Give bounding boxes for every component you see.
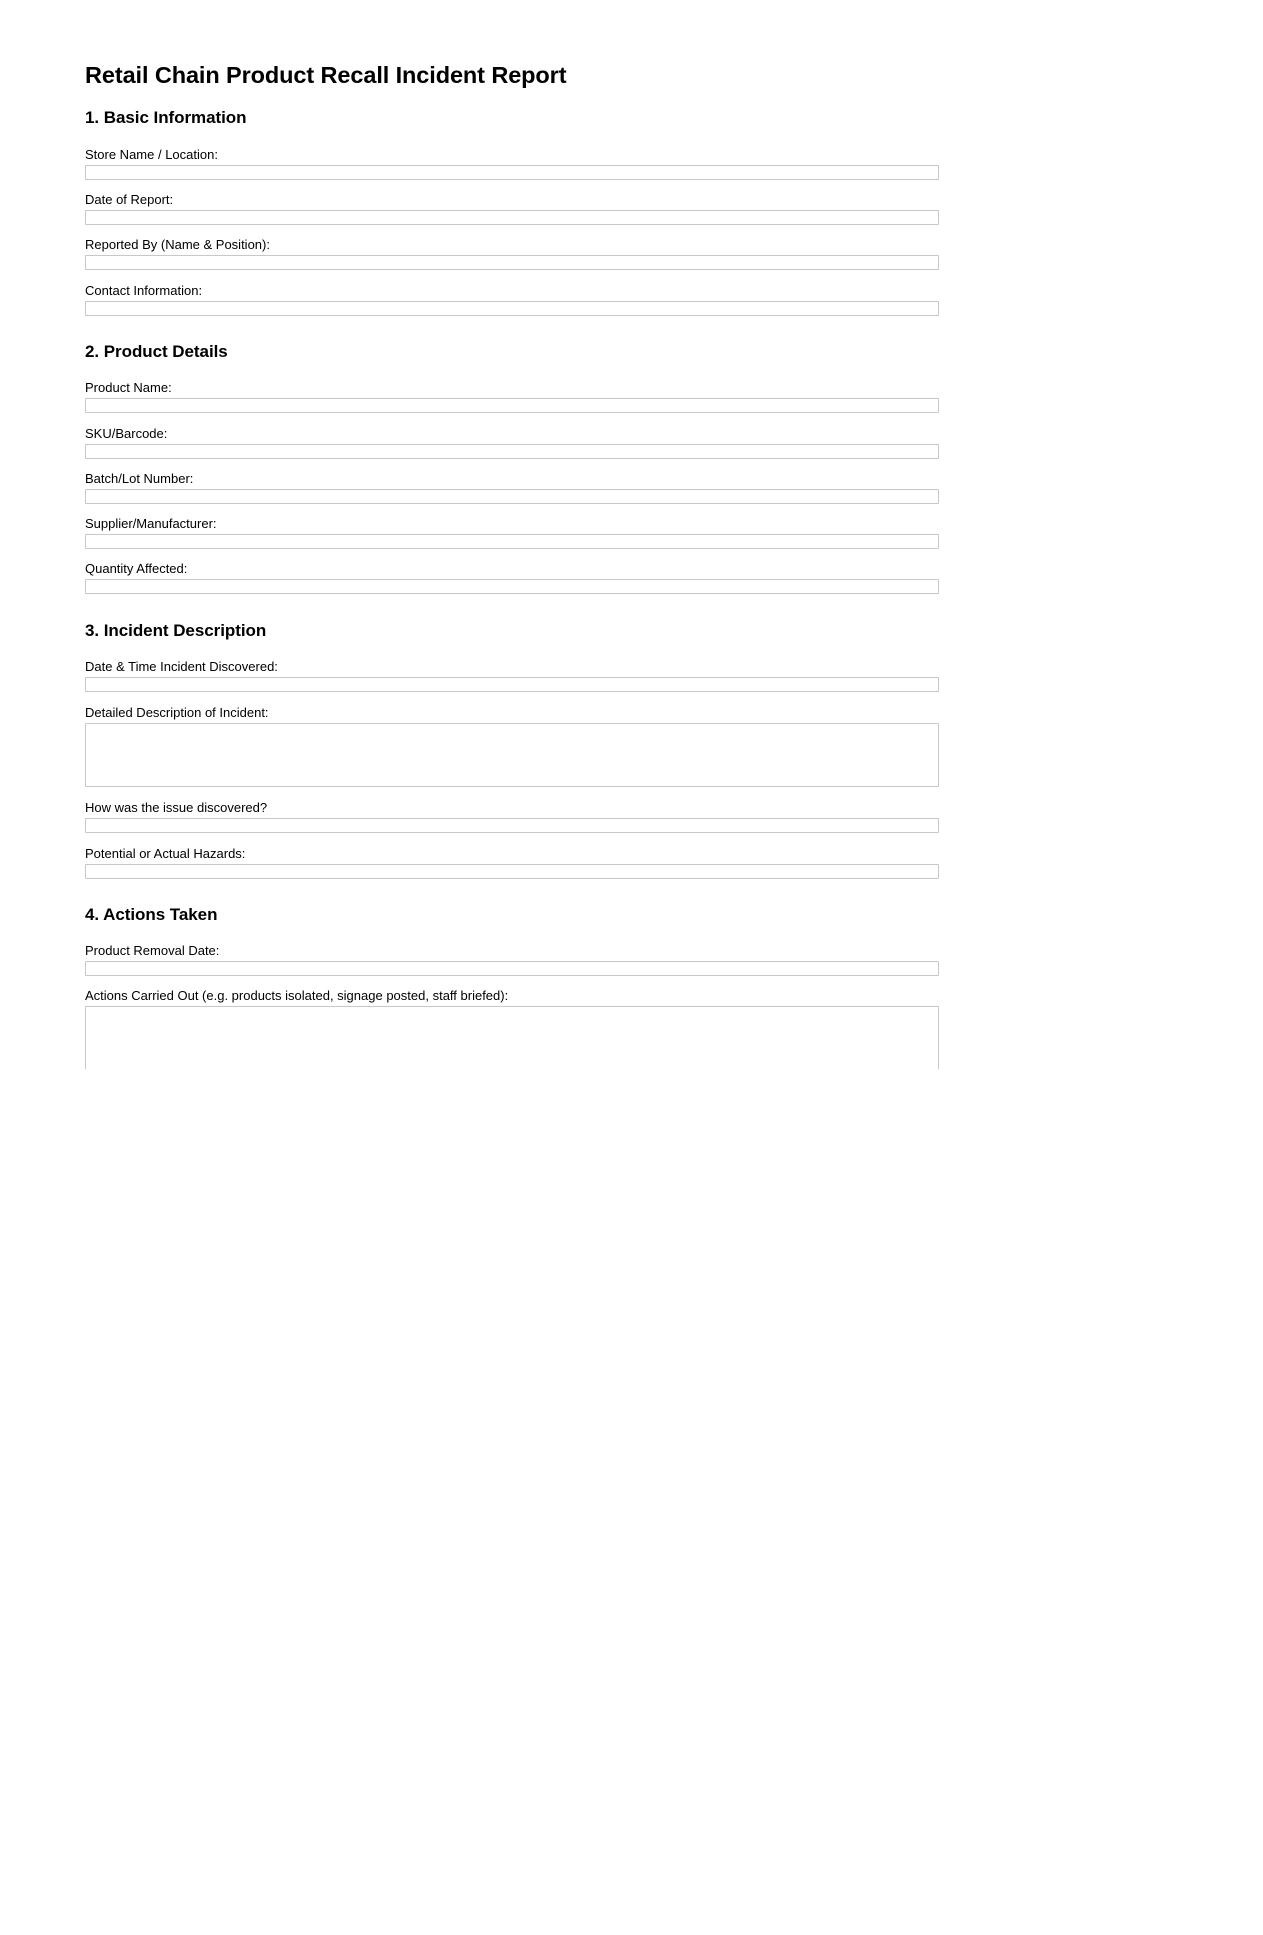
label-batch-lot-number: Batch/Lot Number: [85,471,194,486]
page-title: Retail Chain Product Recall Incident Report [85,62,567,88]
label-how-was-the-issue-discovered: How was the issue discovered? [85,800,268,815]
label-supplier-manufacturer: Supplier/Manufacturer: [85,516,217,531]
label-contact-information: Contact Information: [85,283,203,298]
input-quantity-affected[interactable] [85,579,939,594]
input-product-name[interactable] [85,398,939,413]
label-quantity-affected: Quantity Affected: [85,561,188,576]
section-heading-basic-information: 1. Basic Information [85,108,247,127]
input-contact-information[interactable] [85,301,939,316]
input-date-of-report[interactable] [85,210,939,225]
label-product-name: Product Name: [85,380,172,395]
label-product-removal-date: Product Removal Date: [85,943,220,958]
input-date-time-incident-discovered[interactable] [85,677,939,692]
label-potential-or-actual-hazards: Potential or Actual Hazards: [85,846,246,861]
input-store-name-location[interactable] [85,165,939,180]
section-heading-incident-description: 3. Incident Description [85,621,267,640]
section-heading-product-details: 2. Product Details [85,342,228,361]
label-date-of-report: Date of Report: [85,192,174,207]
label-store-name-location: Store Name / Location: [85,147,218,162]
section-heading-actions-taken: 4. Actions Taken [85,905,218,924]
label-reported-by: Reported By (Name & Position): [85,237,270,252]
input-reported-by[interactable] [85,255,939,270]
input-potential-or-actual-hazards[interactable] [85,864,939,879]
input-sku-barcode[interactable] [85,444,939,459]
input-product-removal-date[interactable] [85,961,939,976]
label-date-time-incident-discovered: Date & Time Incident Discovered: [85,659,278,674]
textarea-actions-carried-out[interactable] [85,1006,939,1070]
input-batch-lot-number[interactable] [85,489,939,504]
label-sku-barcode: SKU/Barcode: [85,426,168,441]
input-supplier-manufacturer[interactable] [85,534,939,549]
input-how-was-the-issue-discovered[interactable] [85,818,939,833]
label-detailed-description-of-incident: Detailed Description of Incident: [85,705,269,720]
label-actions-carried-out: Actions Carried Out (e.g. products isolated, signage posted, staff briefed): [85,988,509,1003]
textarea-detailed-description-of-incident[interactable] [85,723,939,787]
